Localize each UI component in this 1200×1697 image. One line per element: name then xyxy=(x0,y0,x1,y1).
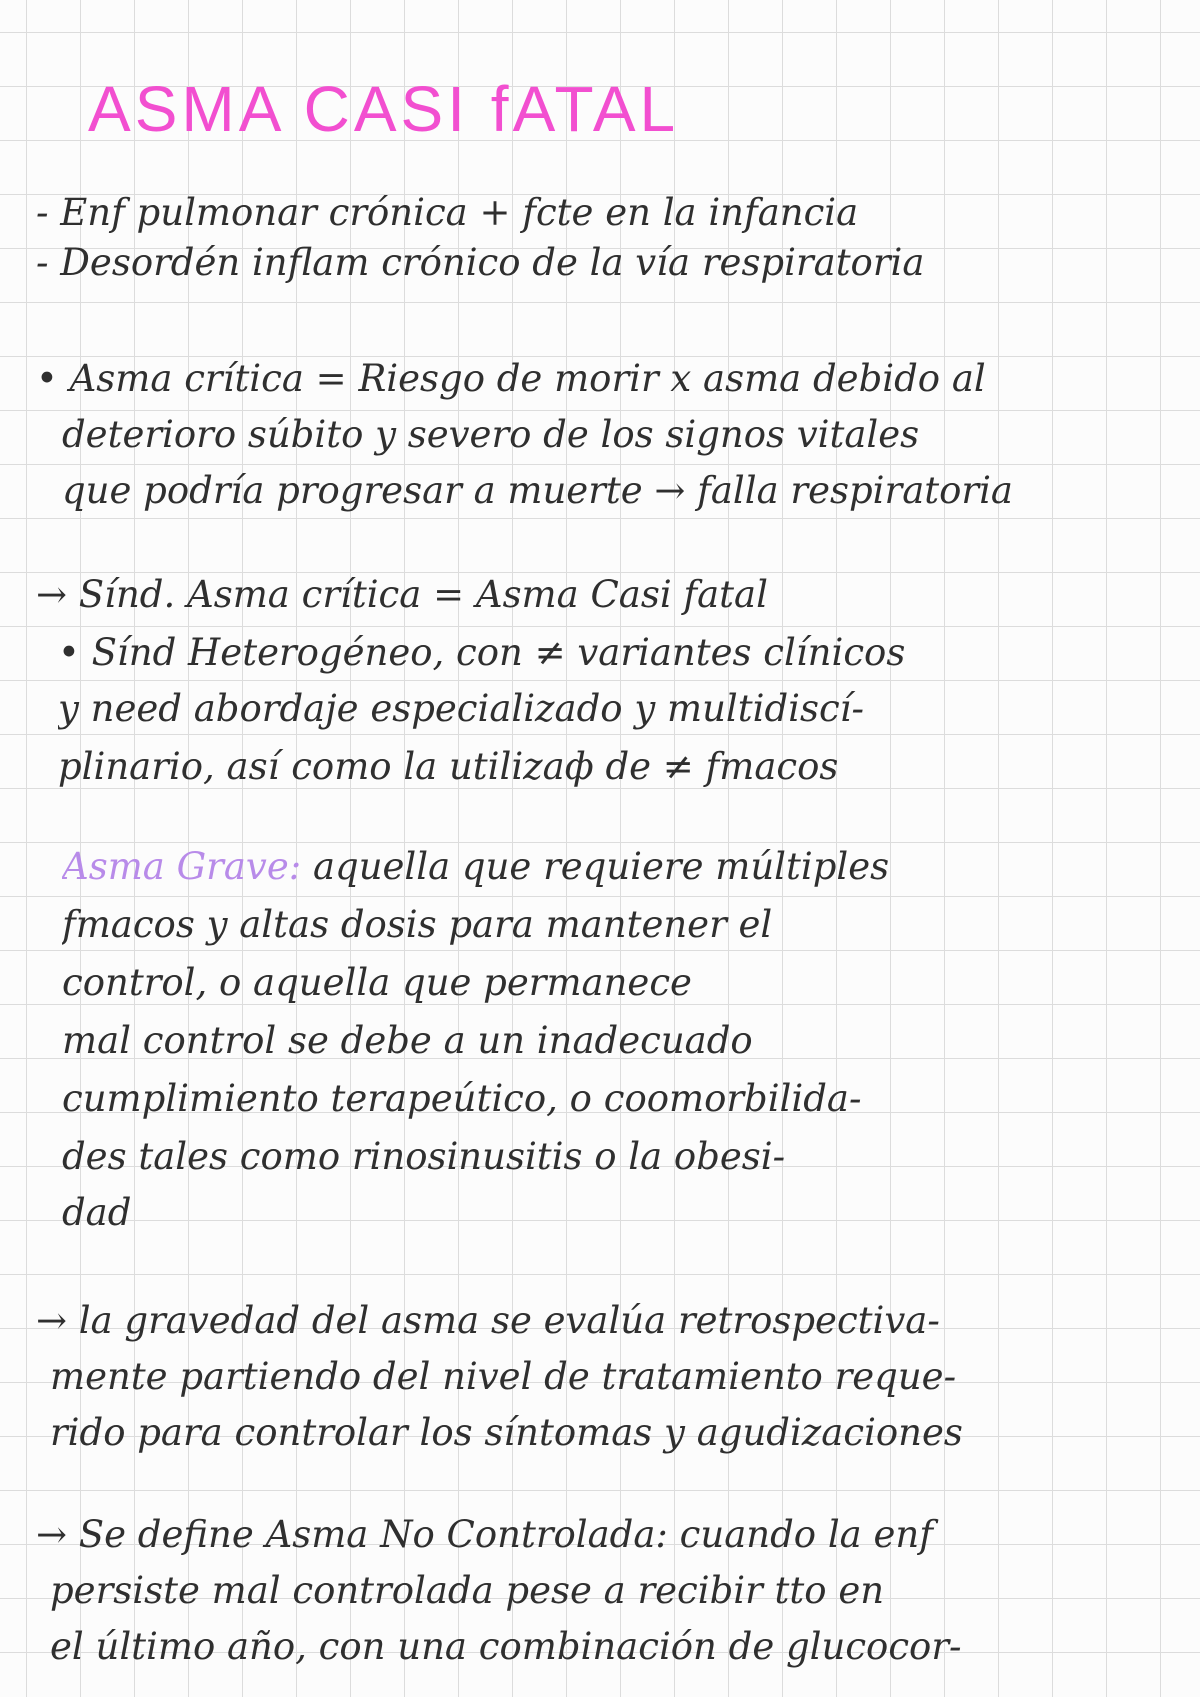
note-line-19: rido para controlar los síntomas y agudizaciones xyxy=(50,1411,963,1454)
note-line-3: • Asma crítica = Riesgo de morir x asma debido al xyxy=(36,357,986,400)
note-line-13: mal control se debe a un inadecuado xyxy=(62,1019,753,1062)
note-line-2: - Desordén inflam crónico de la vía respiratoria xyxy=(36,241,925,284)
note-line-21: persiste mal controlada pese a recibir tto en xyxy=(50,1569,885,1612)
note-line-18: mente partiendo del nivel de tratamiento reque- xyxy=(50,1355,957,1398)
note-line-4: deterioro súbito y severo de los signos vitales xyxy=(62,413,920,456)
note-line-9: plinario, así como la utilizaф de ≠ fmacos xyxy=(58,745,839,788)
section-text-asma-grave: aquella que requiere múltiples xyxy=(312,845,890,888)
note-line-10 xyxy=(62,840,1200,894)
note-line-20: → Se define Asma No Controlada: cuando la enf xyxy=(36,1513,933,1556)
note-line-16: dad xyxy=(62,1191,132,1234)
note-line-17: → la gravedad del asma se evalúa retrospectiva- xyxy=(36,1299,940,1342)
note-line-15: des tales como rinosinusitis o la obesi- xyxy=(62,1135,786,1178)
note-line-22: el último año, con una combinación de glucocor- xyxy=(50,1625,962,1668)
section-label-asma-grave: Asma Grave: xyxy=(62,845,313,888)
note-line-8: y need abordaje especializado y multidiscí- xyxy=(58,687,865,730)
note-line-7: • Sínd Heterogéneo, con ≠ variantes clínicos xyxy=(58,631,906,674)
note-line-11: fmacos y altas dosis para mantener el xyxy=(62,903,773,946)
note-line-1: - Enf pulmonar crónica + fcte en la infancia xyxy=(36,191,859,234)
page-title: ASMA CASI fATAL xyxy=(88,73,680,145)
note-line-6: → Sínd. Asma crítica = Asma Casi fatal xyxy=(36,573,768,616)
note-line-14: cumplimiento terapeútico, o coomorbilida- xyxy=(62,1077,862,1120)
note-line-5: que podría progresar a muerte → falla respiratoria xyxy=(62,469,1013,512)
note-line-12: control, o aquella que permanece xyxy=(62,961,692,1004)
